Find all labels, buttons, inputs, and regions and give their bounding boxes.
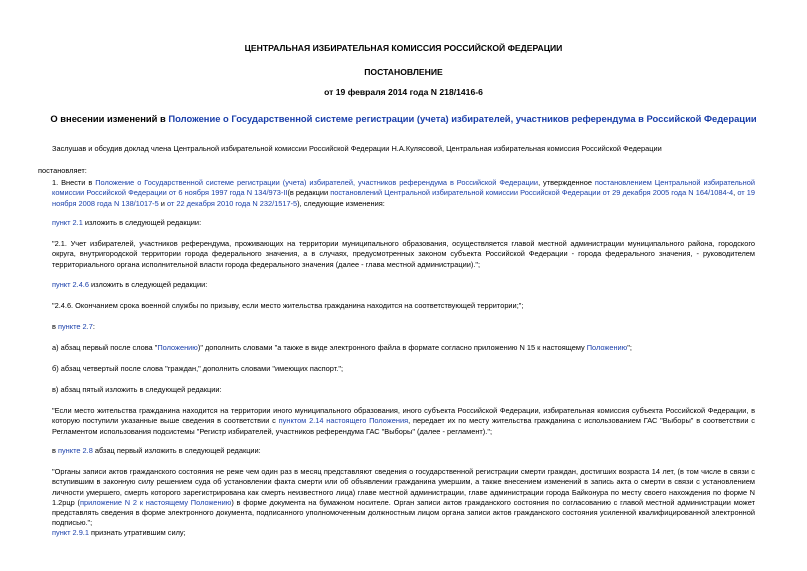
clause-2-8-link[interactable]: пункте 2.8 (57, 446, 93, 455)
document-title: О внесении изменений в Положение о Государственной системе регистрации (учета) избирателей, участников референдума в Российской Федерации (50, 113, 757, 124)
intro-paragraph: Заслушав и обсудив доклад члена Центральной избирательной комиссии Российской Федерации Н.А.Кулясовой, Центральная избирательная комиссия Российской Федерации (52, 144, 662, 153)
clause-2-4-6-instruction: пункт 2.4.6 изложить в следующей редакции: (52, 280, 208, 289)
clause-2-4-6-link[interactable]: пункт 2.4.6 (52, 280, 89, 289)
appendix-2-link[interactable]: приложение N 2 к настоящему Положению (79, 497, 232, 507)
regulation-link-a[interactable]: Положению (157, 343, 198, 352)
resolution-1997-link[interactable]: постановлением Центральной избирательной комиссии Российской Федерации от 6 ноября 1997 года N 134/973-II (52, 178, 755, 198)
clause-2-7-instruction: в пункте 2.7: (52, 322, 95, 331)
subitem-b-paragraph: б) абзац четвертый после слова "граждан," дополнить словами "имеющих паспорт."; (52, 364, 344, 373)
clause-2-14-link[interactable]: пунктом 2.14 настоящего Положения (278, 416, 409, 426)
clause-2-1-quote: "2.1. Учет избирателей, участников референдума, проживающих на территории муниципального образования, осуществляется главой местной администрации муниципального района, городского округа, внутригородской территории города федерального значения, а в случаях, предусмотренных законом субъекта Российской Федерации - города федерального значения, - руководителем территориального органа исполнительной власти города федерального значения (далее - глава местной администрации)."; (52, 239, 755, 269)
regulation-link[interactable]: Положение о Государственной системе регистрации (учета) избирателей, участников референдума в Российской Федерации (95, 178, 539, 187)
clause-2-1-instruction: пункт 2.1 изложить в следующей редакции: (52, 218, 202, 227)
clause-2-8-quote: "Органы записи актов гражданского состояния не реже чем один раз в месяц представляют сведения о государственной регистрации смерти граждан, достигших возраста 14 лет, (в том числе в связи с вступившим в законную силу решением суда об установлении факта смерти или об объявлении гражданина умершим, а также внесением изменений в запись акта о смерти в связи с установлением личности умершего, смерть которого зарегистрирована как смерть неизвестного лица) главе местной администрации, главе администрации города Байконура по месту своего нахождения по форме N 1.2рцр (приложение N 2 к настоящему Положению) в форме документа на бумажном носителе. Орган записи актов гражданского состояния по согласованию с главой местной администрации может представлять сведения в форме электронного документа, подписанного уполномоченным должностным лицом органа записи актов гражданского состояния усиленной квалифицированной электронной подписью."; (52, 467, 755, 528)
subitem-a-paragraph: а) абзац первый после слова "Положению)" дополнить словами "а также в виде электронного файла в формате согласно приложению N 15 к настоящему Положению"; (52, 343, 632, 352)
clause-2-9-1-link[interactable]: пункт 2.9.1 (52, 528, 89, 537)
resolution-2010-link[interactable]: от 22 декабря 2010 года N 232/1517-5 (167, 198, 298, 208)
clause-2-4-6-quote: "2.4.6. Окончанием срока военной службы по призыву, если место жительства гражданина находится на соответствующей территории;"; (52, 301, 524, 310)
document-date-number: от 19 февраля 2014 года N 218/1416-6 (324, 87, 483, 97)
regulation-link-b[interactable]: Положению (586, 343, 628, 352)
decides-paragraph: постановляет: (38, 166, 87, 175)
subitem-c-paragraph: в) абзац пятый изложить в следующей редакции: (52, 385, 222, 394)
clause-2-9-1-instruction: пункт 2.9.1 признать утратившим силу; (52, 528, 186, 537)
issuing-authority: ЦЕНТРАЛЬНАЯ ИЗБИРАТЕЛЬНАЯ КОМИССИЯ РОССИЙСКОЙ ФЕДЕРАЦИИ (244, 43, 563, 53)
title-regulation-link[interactable]: Положение о Государственной системе регистрации (учета) избирателей, участников референдума в Российской Федерации (168, 113, 757, 124)
item-1-paragraph: 1. Внести в Положение о Государственной системе регистрации (учета) избирателей, участников референдума в Российской Федерации, утвержденное постановлением Центральной избирательной комиссии Российской Федерации от 6 ноября 1997 года N 134/973-II(в редакции постановлений Центральной избирательной комиссии Российской Федерации от 29 декабря 2005 года N 164/1084-4, от 19 ноября 2008 года N 138/1017-5 и от 22 декабря 2010 года N 232/1517-5), следующие изменения: (52, 178, 755, 208)
resolution-2008-link[interactable]: от 19 ноября 2008 года N 138/1017-5 (52, 188, 755, 208)
clause-2-7-link[interactable]: пункте 2.7 (57, 322, 93, 331)
resolution-2005-link[interactable]: постановлений Центральной избирательной комиссии Российской Федерации от 29 декабря 2005 года N 164/1084-4 (330, 188, 734, 198)
clause-2-7-quote: "Если место жительства гражданина находится на территории иного муниципального образования, иного субъекта Российской Федерации, избирательная комиссия субъекта Российской Федерации, в которую поступили указанные выше сведения в соответствии с пунктом 2.14 настоящего Положения, передает их по месту жительства гражданина с использованием ГАС "Выборы" в соответствии с Регламентом использования подсистемы "Регистр избирателей, участников референдума ГАС "Выборы" (далее - регламент)."; (52, 406, 755, 436)
clause-2-8-instruction: в пункте 2.8 абзац первый изложить в следующей редакции: (52, 446, 261, 455)
document-type: ПОСТАНОВЛЕНИЕ (364, 67, 443, 77)
clause-2-1-link[interactable]: пункт 2.1 (52, 218, 83, 227)
